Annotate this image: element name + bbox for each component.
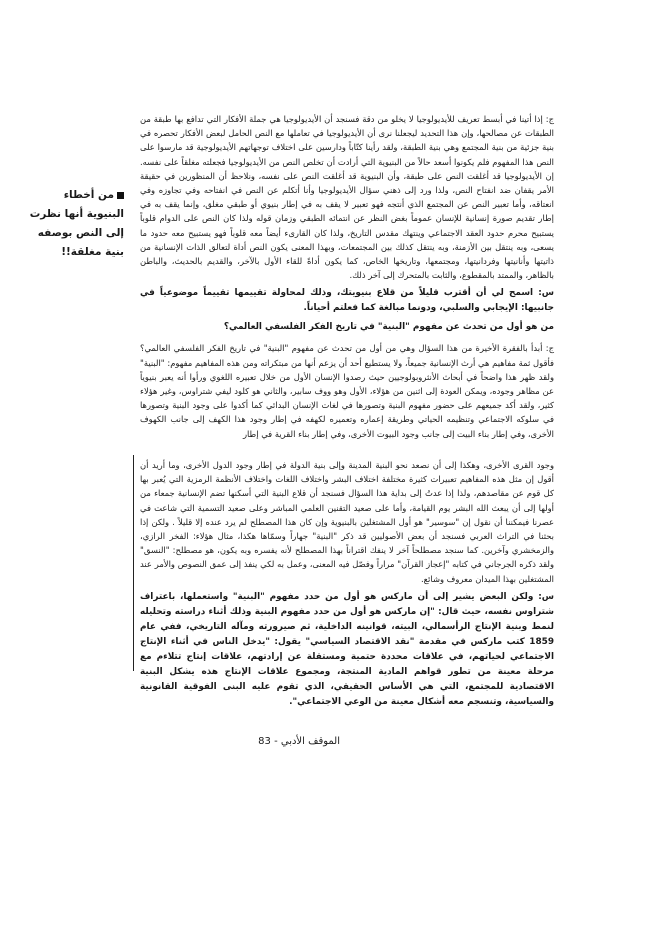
article-column-lower xyxy=(140,458,554,714)
question-paragraph: س: اسمح لي أن أقترب قليلاً من قلاع بنيويتك، وذلك لمحاولة تقييمها تقييماً موضوعياً في جانبيها: الإيجابي والسلبي، ودونما مبالغة كما فعلتم أحياناً. xyxy=(140,288,554,314)
question-paragraph: س: ولكن البعض يشير إلى أن ماركس هو أول من حدد مفهوم "البنية" واستعملها، باعتراف شتراوس نفسه، حيث قال: "إن ماركس هو أول من حدد مفهوم البنية وذلك أثناء دراسته وتحليله لنمط وبنية الإنتاج الرأسمالي، البيته، قوانينه الداخلية، ثم صيرورته ومآله التاريخي، ففي عام 1859 كتب ماركس في مقدمة "نقد الاقتصاد السياسي" يقول: "يدخل الناس في أثناء الإنتاج الاجتماعي لحياتهم، في علاقات محددة حتمية ومستقلة عن إرادتهم، علاقات إنتاج تتلاءم مع مرحلة معينة من تطور قواهم المادية المنتجة، ومجموع علاقات الإنتاج هذه يشكل البنية الاقتصادية للمجتمع، التي هي الأساس الحقيقي، الذي تقوم عليه البنى الفوقية القانونية والسياسية، وتنسجم معه أشكال معينة من الوعي الاجتماعي". xyxy=(140,591,554,707)
pull-quote-line: بنية مغلقة!! xyxy=(61,246,124,258)
article-column-upper xyxy=(140,112,554,445)
question-paragraph: من هو أول من تحدث عن مفهوم "البنية" في تاريخ الفكر الفلسفي العالمي؟ xyxy=(223,322,554,333)
pull-quote xyxy=(20,186,124,262)
answer-paragraph: ج: أبدأ بالفقرة الأخيرة من هذا السؤال وهي من أول من تحدث عن مفهوم "البنية" في تاريخ الفكر الفلسفي العالمي؟ فأقول ثمة مفاهيم هي أرث الإنسانية جميعاً، ولا يستطيع أحد أن يزعم أنها من مبتكراته ومن هذه المفاهيم مفهوم: "البنية" ولقد ظهر هذا واضحاً في أبحاث الأنثروبولوجيين حيث رصدوا الإنسان الأول من خلال تعبيره اللغوي ورأوا أنه يعبر بنيوياً عن مظاهر وجوده، ويمكن العودة إلى اثنين من هؤلاء، الأول وهو ووف سابير، والثاني هو كلود ليفي شتراوس، وغير هؤلاء كثير، ولقد أكد جميعهم على حضور مفهوم البنية وتصورها في لغات الإنسان البدائي كما أكدوا على وجود البنية وتصورها في سلوكه الاجتماعي وتنظيمه الحياتي وطريقة إعماره وتعميره لكهفه في إطار وجود هذا الكهف إلى جانب الكهوف الأخرى، وفي إطار بناء البيت إلى جانب وجود البيوت الأخرى، وفي إطار بناء القرية في إطار xyxy=(140,343,554,439)
page-footer: الموقف الأدبي - 83 xyxy=(258,736,340,747)
answer-paragraph: ج: إذا أتينا في أبسط تعريف للأيديولوجيا لا يخلو من دقة فسنجد أن الأيديولوجيا هي جملة الأفكار التي تدافع بها طبقة من الطبقات عن مصالحها، وإن هذا التحديد ليجعلنا نرى أن الأيديولوجيا في تعاملها مع النص الحامل لبعض الأفكار تحصره في بنية جزئية من بنية المجتمع وهي بنية الطبقة، ولقد رأينا كتّاباً ودارسين على اختلاف توجهاتهم الأيديولوجية قد مارسوا على النص هذا المفهوم فلم يكونوا أسعد حالاً من البنيوية التي أرادت أن تخلص النص من الأيديولوجيا فجعلته مغلقاً على نفسه. إن الأيديولوجيا قد أغلقت النص على طبقة، وأن البنيوية قد أغلقت النص على نفسه، ونلاحظ أن المنظورين في حقيقة الأمر يقفان ضد انفتاح النص، ولذا ورد إلى ذهني سؤال الأيديولوجيا وأنا أتكلم عن النص في انفتاحه وفي تجاوزه وفي انعتاقه، وأما تعبير النص عن المجتمع الذي أنتجه فهو تعبير لا يقف به في إطار بنيوي أو طبقي مغلق، وإنما يقف به في إطار تقديم صورة إنسانية للإنسان عموماً بغض النظر عن انتمائه الطبقي وزمان قوله ولذا كان النص على الدوام قلوباً يستبيح محرم حدود العقد الاجتماعي وينتهك مقدس التاريخ، ولذا كان القارىء أيضاً معه قلوباً فهو يستبيح معه حدود ما يسعى، وبه ينتقل بين الأزمنة، وبه ينتقل كذلك بين المجتمعات، وبهذا المعنى يكون النص أداة لتعالق الذات الإنسانية من ذاتيتها وأنانيتها وفردانيتها، ومجتمعها، وتاريخها الخاص، كما يكون أداةً للقاء الأول بالآخر، والقديم بالحديث، والباطن بالظاهر، والممتد بالمقطوع، والثابت بالمتحرك إلى آخر ذلك. xyxy=(140,114,554,281)
bullet-square-icon xyxy=(117,192,124,199)
pull-quote-line: من أخطاء xyxy=(20,186,124,205)
pull-quote-line: إلى النص بوصفه xyxy=(37,227,124,239)
pull-quote-line: البنيوية أنها نظرت xyxy=(29,208,124,220)
answer-paragraph: وجود القرى الأخرى، وهكذا إلى أن نصعد نحو البنية المدينة وإلى بنية الدولة في إطار وجود الدول الأخرى، وما أريد أن أقول إن مثل هذه المفاهيم تعبيرات كثيرة مختلفة اختلاف البشر واختلاف اللغات واختلاف الأنظمة الرمزية التي يُعبر بها كل قوم عن مقاصدهم، ولذا إذا عدتُ إلى بداية هذا السؤال فسنجد أن قلاع البنية التي أسكنها تضم الإنسانية جمعاء من أولها إلى أن يبعث الله البشر يوم القيامة، وأما على صعيد التقنين العلمي المباشر وعلى صعيد التسمية التي شاعت في عصرنا فيمكننا أن نقول إن "سوسير" هو أول المشتغلين بالبنيوية وإن كان هذا المصطلح لم يرد عنده إلا قليلاً . ولكن إذا بحثنا في التراث العربي فسنجد أن بعض الأصوليين قد ذكر "البنية" جهاراً وسمّاها هكذا، مثال هؤلاء: الفخر الرازي، والزمخشري وآخرين. كما سنجد مصطلحاً آخر لا ينفك اقتراناً بهذا المصطلح لأنه يفسره وبه يكون، هو مصطلح: "النسق" ولقد ذكره الجرجاني في كتابه "إعجاز القرآن" مراراً وفصّل فيه المعنى، وعمل به لكي ينفذ إلى عمق النصوص والأمر عند المشتغلين بهذا الميدان معروف وشائع. xyxy=(140,460,554,584)
